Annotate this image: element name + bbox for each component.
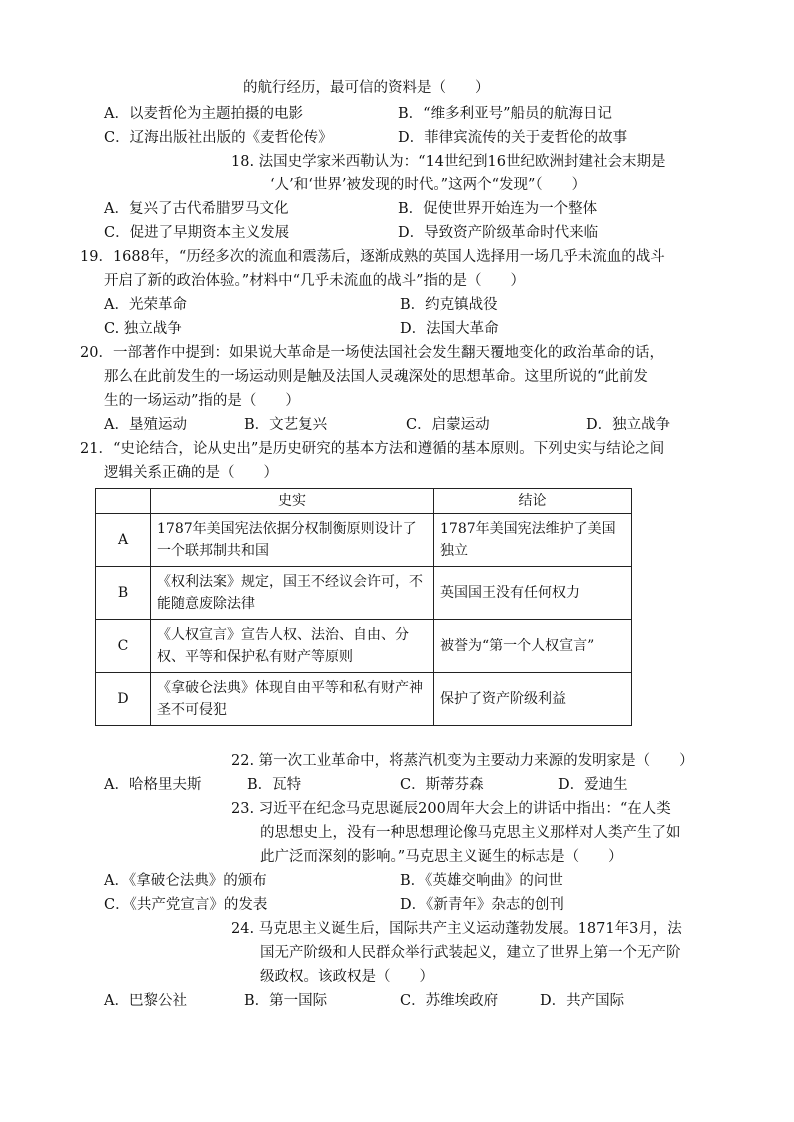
q22-option-b: B．瓦特 xyxy=(247,777,302,793)
q19-option-b: B．约克镇战役 xyxy=(400,297,498,313)
q17-option-d: D．菲律宾流传的关于麦哲伦的故事 xyxy=(398,130,628,146)
q18-option-d: D．导致资产阶级革命时代来临 xyxy=(398,225,599,241)
table-row xyxy=(96,673,632,726)
q21-stem-line2: 逻辑关系正确的是（ ） xyxy=(104,465,278,481)
q20-stem-line1: 20．一部著作中提到：如果说大革命是一场使法国社会发生翻天覆地变化的政治革命的话， xyxy=(80,345,664,361)
q20-option-a: A．垦殖运动 xyxy=(104,417,187,433)
q23-stem-line1: 23. 习近平在纪念马克思诞辰200周年大会上的讲话中指出：“在人类 xyxy=(231,801,671,817)
row-conclusion: 保护了资产阶级利益 xyxy=(434,673,632,726)
q24-option-d: D．共产国际 xyxy=(540,993,625,1009)
row-fact: 《权利法案》规定，国王不经议会许可，不能随意废除法律 xyxy=(151,567,434,620)
q20-stem-line3: 生的一场运动”指的是（ ） xyxy=(104,393,300,409)
q17-stem-tail: 的航行经历，最可信的资料是（ ） xyxy=(243,80,490,96)
q19-option-c: C. 独立战争 xyxy=(104,321,182,337)
table-header-conclusion: 结论 xyxy=(434,489,632,514)
row-conclusion: 被誉为“第一个人权宣言” xyxy=(434,620,632,673)
q17-option-c: C．辽海出版社出版的《麦哲伦传》 xyxy=(104,130,333,146)
q17-option-a: A．以麦哲伦为主题拍摄的电影 xyxy=(104,106,303,122)
q23-option-d: D．《新青年》杂志的创刊 xyxy=(400,897,564,913)
table-header-fact: 史实 xyxy=(151,489,434,514)
q19-stem-line1: 19．1688年，“历经多次的流血和震荡后，逐渐成熟的英国人选择用一场几乎未流血的战斗 xyxy=(80,249,665,265)
q18-stem-line1: 18. 法国史学家米西勒认为：“14世纪到16世纪欧洲封建社会末期是 xyxy=(231,154,666,170)
q18-option-a: A．复兴了古代希腊罗马文化 xyxy=(104,201,289,217)
q20-option-d: D．独立战争 xyxy=(586,417,671,433)
q24-stem-line3: 级政权。该政权是（ ） xyxy=(260,969,434,985)
q18-stem-line2: ‘人’和‘世界’被发现的时代。”这两个“发现”（ ） xyxy=(270,177,587,193)
q20-stem-line2: 那么在此前发生的一场运动则是触及法国人灵魂深处的思想革命。这里所说的“此前发 xyxy=(104,369,648,385)
q22-stem-line1: 22. 第一次工业革命中，将蒸汽机变为主要动力来源的发明家是（ ） xyxy=(231,753,694,769)
row-letter: C xyxy=(96,620,151,673)
q19-option-d: D．法国大革命 xyxy=(400,321,499,337)
q23-stem-line2: 的思想史上，没有一种思想理论像马克思主义那样对人类产生了如 xyxy=(260,825,681,841)
q24-option-a: A．巴黎公社 xyxy=(104,993,187,1009)
row-fact: 《拿破仑法典》体现自由平等和私有财产神圣不可侵犯 xyxy=(151,673,434,726)
q23-option-b: B．《英雄交响曲》的问世 xyxy=(400,873,563,889)
row-conclusion: 英国国王没有任何权力 xyxy=(434,567,632,620)
q19-option-a: A．光荣革命 xyxy=(104,297,187,313)
q24-stem-line1: 24. 马克思主义诞生后，国际共产主义运动蓬勃发展。1871年3月，法 xyxy=(231,921,682,937)
row-conclusion: 1787年美国宪法维护了美国独立 xyxy=(434,514,632,567)
q20-option-c: C．启蒙运动 xyxy=(406,417,490,433)
table-header-letter xyxy=(96,489,151,514)
q24-stem-line2: 国无产阶级和人民群众举行武装起义，建立了世界上第一个无产阶 xyxy=(260,945,681,961)
q22-option-d: D．爱迪生 xyxy=(558,777,628,793)
table-header-row xyxy=(96,489,632,514)
q24-option-c: C．苏维埃政府 xyxy=(400,993,499,1009)
q22-option-a: A．哈格里夫斯 xyxy=(104,777,202,793)
q20-option-b: B．文艺复兴 xyxy=(244,417,328,433)
row-letter: D xyxy=(96,673,151,726)
q19-stem-line2: 开启了新的政治体验。”材料中“几乎未流血的战斗”指的是（ ） xyxy=(104,273,525,289)
q18-option-c: C．促进了早期资本主义发展 xyxy=(104,225,290,241)
row-fact: 1787年美国宪法依据分权制衡原则设计了一个联邦制共和国 xyxy=(151,514,434,567)
row-letter: B xyxy=(96,567,151,620)
q23-option-c: C．《共产党宣言》的发表 xyxy=(104,897,268,913)
q24-option-b: B．第一国际 xyxy=(244,993,328,1009)
row-fact: 《人权宣言》宣告人权、法治、自由、分权、平等和保护私有财产等原则 xyxy=(151,620,434,673)
table-row xyxy=(96,514,632,567)
q18-option-b: B．促使世界开始连为一个整体 xyxy=(398,201,598,217)
q23-option-a: A．《拿破仑法典》的颁布 xyxy=(104,873,267,889)
q21-stem-line1: 21．“史论结合，论从史出”是历史研究的基本方法和遵循的基本原则。下列史实与结论之间 xyxy=(80,441,665,457)
table-row xyxy=(96,567,632,620)
table-row xyxy=(96,620,632,673)
q23-stem-line3: 此广泛而深刻的影响。”马克思主义诞生的标志是（ ） xyxy=(260,849,623,865)
q17-option-b: B．“维多利亚号”船员的航海日记 xyxy=(398,106,612,122)
q22-option-c: C．斯蒂芬森 xyxy=(400,777,484,793)
facts-conclusions-table xyxy=(95,488,632,726)
row-letter: A xyxy=(96,514,151,567)
